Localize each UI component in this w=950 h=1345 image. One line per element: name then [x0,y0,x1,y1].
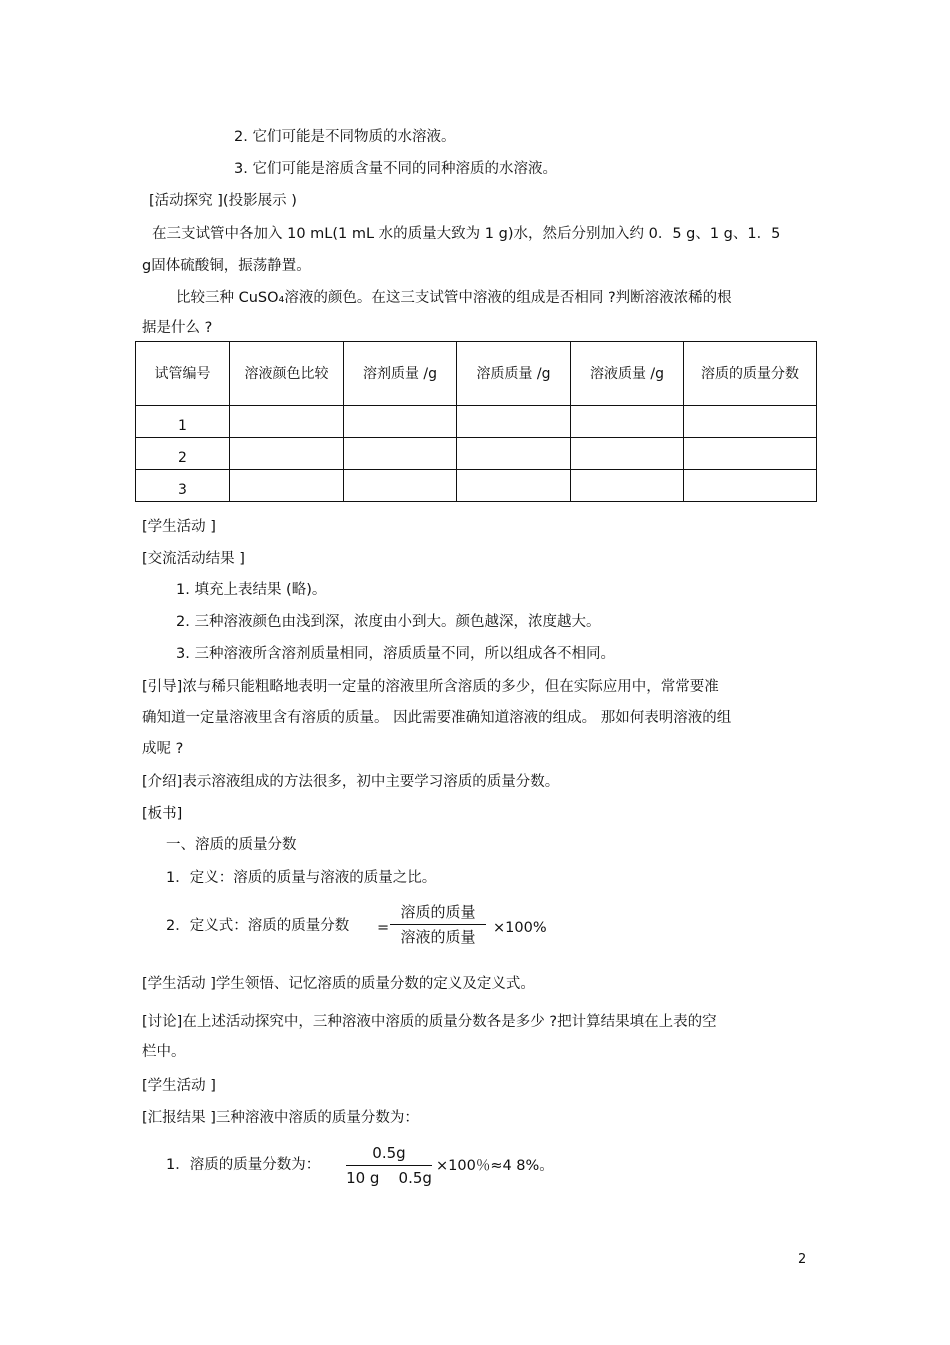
paragraph-line: 3. 三种溶液所含溶剂质量相同，溶质质量不同，所以组成各不相同。 [176,646,615,662]
formula-equals: = [377,920,390,936]
table-cell [684,406,817,438]
section-label: [板书] [142,806,183,822]
paragraph-line: 2. 它们可能是不同物质的水溶液。 [234,129,456,145]
table-cell [230,470,344,502]
paragraph-line: 据是什么 ? [142,320,213,336]
calc-fraction [346,1142,432,1189]
table-header-row [136,342,817,406]
paragraph-line: g固体硫酸铜，振荡静置。 [142,258,311,274]
formula-label: 2．定义式：溶质的质量分数 [166,918,350,934]
table-cell: 3 [136,470,230,502]
table-cell [571,406,684,438]
fraction-numerator: 溶质的质量 [400,903,476,921]
paragraph-line: [引导]浓与稀只能粗略地表明一定量的溶液里所含溶质的多少，但在实际应用中，常常要准 [142,679,719,695]
fraction-bar [346,1165,432,1166]
paragraph-line: [讨论]在上述活动探究中，三种溶液中溶质的质量分数各是多少 ?把计算结果填在上表的空 [142,1014,717,1030]
calc-suffix: ×100％≈4 8%。 [436,1158,554,1174]
table-row [136,438,817,470]
table-cell [457,406,571,438]
table-cell [684,470,817,502]
formula-suffix: ×100% [493,920,547,936]
table-cell: 1 [136,406,230,438]
table-header: 溶液质量 /g [571,342,684,406]
table-cell [457,470,571,502]
experiment-table [135,341,817,502]
section-label: [学生活动 ] [142,519,216,535]
paragraph-line: 成呢 ? [142,741,184,757]
table-header: 溶液颜色比较 [230,342,344,406]
table-row [136,470,817,502]
paragraph-line: 比较三种 CuSO₄溶液的颜色。在这三支试管中溶液的组成是否相同 ?判断溶液浓稀的根 [176,290,732,306]
section-label: [活动探究 ](投影展示 ) [149,193,297,209]
table-cell: 2 [136,438,230,470]
paragraph-line: 1. 填充上表结果 (略)。 [176,582,327,598]
section-label: [学生活动 ] [142,1078,216,1094]
formula-fraction [390,901,486,948]
table-cell [230,438,344,470]
table-cell [344,470,457,502]
table-cell [571,438,684,470]
paragraph-line: [汇报结果 ]三种溶液中溶质的质量分数为： [142,1110,419,1126]
paragraph-line: 确知道一定量溶液里含有溶质的质量。 因此需要准确知道溶液的组成。 那如何表明溶液的组 [142,710,732,726]
fraction-bar [390,924,486,925]
paragraph-line: [学生活动 ]学生领悟、记忆溶质的质量分数的定义及定义式。 [142,976,535,992]
table-header: 试管编号 [136,342,230,406]
table-row [136,406,817,438]
table-cell [571,470,684,502]
table-header: 溶剂质量 /g [344,342,457,406]
heading: 一、溶质的质量分数 [166,837,297,853]
fraction-numerator: 0.5g [372,1144,406,1162]
table-cell [344,438,457,470]
table-header: 溶质的质量分数 [684,342,817,406]
paragraph-line: 1．定义：溶质的质量与溶液的质量之比。 [166,870,437,886]
paragraph-line: 2. 三种溶液颜色由浅到深，浓度由小到大。颜色越深，浓度越大。 [176,614,601,630]
paragraph-line: 栏中。 [142,1044,186,1060]
calc-label: 1．溶质的质量分数为： [166,1157,321,1173]
table-cell [230,406,344,438]
table-cell [684,438,817,470]
page-number: 2 [798,1252,807,1267]
paragraph-line: 在三支试管中各加入 10 mL(1 mL 水的质量大致为 1 g)水，然后分别加入约 0．5 g、1 g、1．5 [152,226,781,242]
table-cell [457,438,571,470]
section-label: [交流活动结果 ] [142,551,245,567]
fraction-denominator: 10 g 0.5g [346,1169,432,1187]
paragraph-line: 3. 它们可能是溶质含量不同的同种溶质的水溶液。 [234,161,557,177]
table-cell [344,406,457,438]
paragraph-line: [介绍]表示溶液组成的方法很多，初中主要学习溶质的质量分数。 [142,774,560,790]
fraction-denominator: 溶液的质量 [400,928,476,946]
table-header: 溶质质量 /g [457,342,571,406]
